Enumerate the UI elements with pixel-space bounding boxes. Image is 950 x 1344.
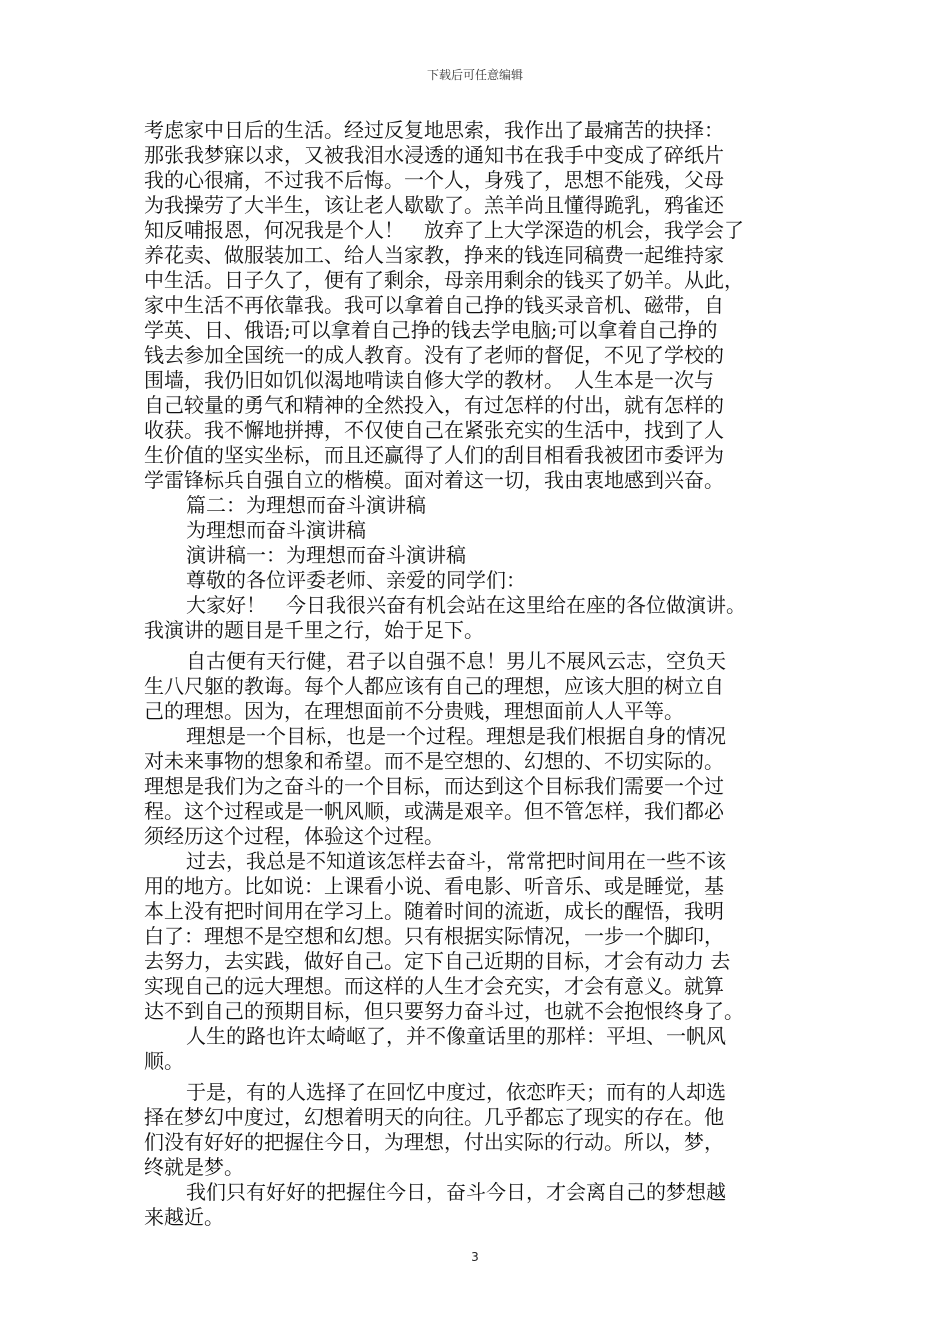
text-line: 自己较量的勇气和精神的全然投入，有过怎样的付出，就有怎样的	[144, 393, 724, 417]
document-body	[144, 118, 804, 1230]
text-line: 我们只有好好的把握住今日，奋斗今日，才会离自己的梦想越	[186, 1180, 726, 1204]
text-line: 篇二：为理想而奋斗演讲稿	[186, 493, 426, 517]
text-line: 家中生活不再依靠我。我可以拿着自己挣的钱买录音机、磁带，自	[144, 293, 724, 317]
text-line: 我演讲的题目是千里之行，始于足下。	[144, 618, 484, 642]
text-line: 去努力，去实践，做好自己。定下自己近期的目标，才会有动力 去	[144, 949, 731, 973]
page-header: 下载后可任意编辑	[426, 68, 523, 82]
text-line: 本上没有把时间用在学习上。随着时间的流逝，成长的醒悟，我明	[144, 899, 724, 923]
text-line: 终就是梦。	[144, 1155, 244, 1179]
text-line: 须经历这个过程，体验这个过程。	[144, 824, 444, 848]
text-line: 演讲稿一：为理想而奋斗演讲稿	[186, 543, 466, 567]
text-line: 我的心很痛，不过我不后悔。一个人，身残了，思想不能残，父母	[144, 168, 724, 192]
text-line: 钱去参加全国统一的成人教育。没有了老师的督促，不见了学校的	[144, 343, 724, 367]
text-line: 学英、日、俄语;可以拿着自己挣的钱去学电脑;可以拿着自己挣的	[144, 318, 718, 342]
text-line: 白了：理想不是空想和幻想。只有根据实际情况，一步一个脚印，	[144, 924, 724, 948]
text-line: 养花卖、做服装加工、给人当家教，挣来的钱连同稿费一起维持家	[144, 243, 724, 267]
text-line: 考虑家中日后的生活。经过反复地思索，我作出了最痛苦的抉择：	[144, 118, 724, 142]
text-line: 生价值的坚实坐标，而且还赢得了人们的刮目相看我被团市委评为	[144, 443, 724, 467]
text-line: 中生活。日子久了，便有了剩余，母亲用剩余的钱买了奶羊。从此，	[144, 268, 744, 292]
text-line: 收获。我不懈地拼搏，不仅使自己在紧张充实的生活中，找到了人	[144, 418, 724, 442]
text-line: 为我操劳了大半生，该让老人歇歇了。羔羊尚且懂得跪乳，鸦雀还	[144, 193, 724, 217]
text-line: 大家好！ 今日我很兴奋有机会站在这里给在座的各位做演讲。	[186, 593, 746, 617]
text-line: 人生的路也许太崎岖了，并不像童话里的那样：平坦、一帆风	[186, 1024, 726, 1048]
text-line: 择在梦幻中度过，幻想着明天的向往。几乎都忘了现实的存在。他	[144, 1105, 724, 1129]
text-line: 己的理想。因为，在理想面前不分贵贱，理想面前人人平等。	[144, 699, 684, 723]
text-line: 生八尺躯的教诲。每个人都应该有自己的理想，应该大胆的树立自	[144, 674, 724, 698]
page-number: 3	[471, 1250, 479, 1264]
text-line: 对未来事物的想象和希望。而不是空想的、幻想的、不切实际的。	[144, 749, 724, 773]
text-line: 过去，我总是不知道该怎样去奋斗，常常把时间用在一些不该	[186, 849, 726, 873]
text-line: 围墙，我仍旧如饥似渴地啃读自修大学的教材。 人生本是一次与	[144, 368, 714, 392]
text-line: 知反哺报恩，何况我是个人！ 放弃了上大学深造的机会，我学会了	[144, 218, 744, 242]
text-line: 于是，有的人选择了在回忆中度过，依恋昨天；而有的人却选	[186, 1080, 726, 1104]
text-line: 理想是我们为之奋斗的一个目标，而达到这个目标我们需要一个过	[144, 774, 724, 798]
text-line: 为理想而奋斗演讲稿	[186, 518, 366, 542]
text-line: 学雷锋标兵自强自立的楷模。面对着这一切，我由衷地感到兴奋。	[144, 468, 724, 492]
text-line: 程。这个过程或是一帆风顺，或满是艰辛。但不管怎样，我们都必	[144, 799, 724, 823]
text-line: 顺。	[144, 1049, 184, 1073]
text-line: 理想是一个目标，也是一个过程。理想是我们根据自身的情况	[186, 724, 726, 748]
text-line: 达不到自己的预期目标，但只要努力奋斗过，也就不会抱恨终身了。	[144, 999, 744, 1023]
text-line: 实现自己的远大理想。而这样的人生才会充实，才会有意义。就算	[144, 974, 724, 998]
text-line: 用的地方。比如说：上课看小说、看电影、听音乐、或是睡觉，基	[144, 874, 724, 898]
text-line: 们没有好好的把握住今日，为理想，付出实际的行动。所以，梦，	[144, 1130, 724, 1154]
text-line: 自古便有天行健，君子以自强不息！男儿不展风云志，空负天	[186, 649, 726, 673]
text-line: 那张我梦寐以求，又被我泪水浸透的通知书在我手中变成了碎纸片	[144, 143, 724, 167]
text-line: 来越近。	[144, 1205, 224, 1229]
text-line: 尊敬的各位评委老师、亲爱的同学们：	[186, 568, 526, 592]
